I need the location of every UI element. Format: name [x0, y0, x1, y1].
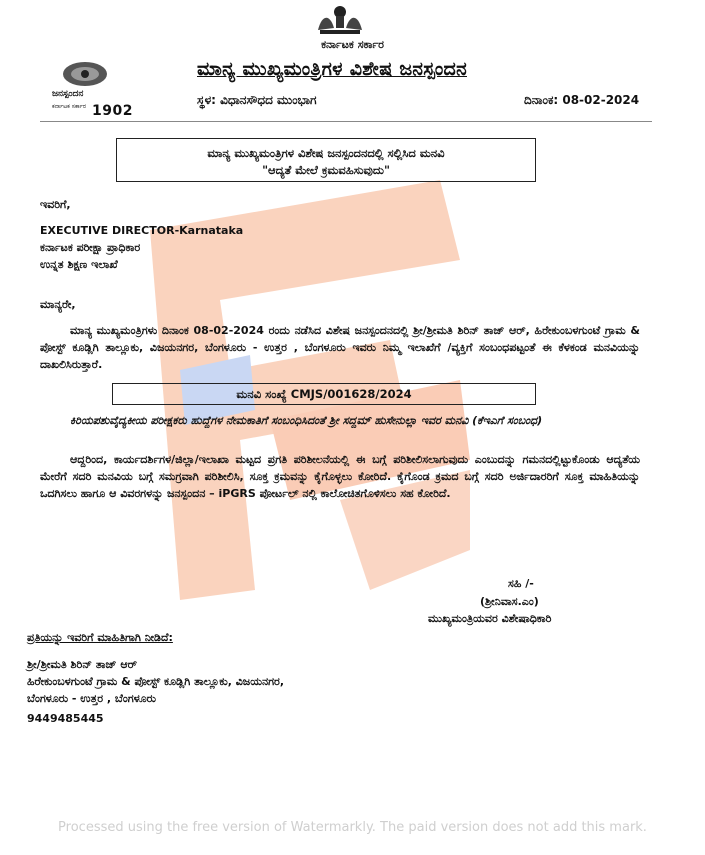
recipient-salutation: ಇವರಿಗೆ, [40, 198, 71, 211]
emblem-icon [312, 2, 368, 38]
paragraph-2: ಆದ್ದರಿಂದ, ಕಾರ್ಯದರ್ಶಿಗಳ/ಜಿಲ್ಲಾ/ಇಲಾಖಾ ಮಟ್ಟದ ಪ್ರಗತಿ ಪರಿಶೀಲನೆಯಲ್ಲಿ ಈ ಬಗ್ಗೆ ಪರಿಶೀಲಿಸಲಾಗುವುದು ಎಂಬುದನ್ನು ಗಮನದಲ್ಲಿಟ್ಟುಕೊಂಡು ಆದ್ಯತೆಯ ಮೇರೆಗೆ ಸದರಿ ಮನವಿಯ ಬಗ್ಗೆ ಸಮಗ್ರವಾಗಿ ಪರಿಶೀಲಿಸಿ, ಸೂಕ್ತ ಕ್ರಮವನ್ನು ಕೈಗೊಳ್ಳಲು ಕೋರಿದೆ. ಕೈಗೊಂಡ ಕ್ರಮದ ಬಗ್ಗೆ ಸದರಿ ಅರ್ಜಿದಾರರಿಗೆ ಸೂಕ್ತ ಮಾಹಿತಿಯನ್ನು ಒದಗಿಸಲು ಹಾಗೂ ಆ ವಿವರಗಳನ್ನು ಜನಸ್ಪಂದನ – iPGRS ಪೋರ್ಟಲ್ ನಲ್ಲಿ ಕಾಲೋಚಿತಗೊಳಿಸಲು ಸಹ ಕೋರಿದೆ. [40, 453, 640, 500]
signature-signed: ಸಹಿ /- [508, 577, 534, 590]
subject-line-2: "ಆದ್ಯತೆ ಮೇಲೆ ಕ್ರಮವಹಿಸುವುದು" [262, 163, 390, 177]
recipient-line-2: ಕರ್ನಾಟಕ ಪರೀಕ್ಷಾ ಪ್ರಾಧಿಕಾರ [40, 241, 141, 254]
recipient-line-3: ಉನ್ನತ ಶಿಕ್ಷಣ ಇಲಾಖೆ [40, 258, 118, 271]
subject-line-1: ಮಾನ್ಯ ಮುಖ್ಯಮಂತ್ರಿಗಳ ವಿಶೇಷ ಜನಸ್ಪಂದನದಲ್ಲಿ ಸಲ್ಲಿಸಿದ ಮನವಿ [207, 146, 445, 160]
place-label: ಸ್ಥಳ: ವಿಧಾನಸೌಧದ ಮುಂಭಾಗ [197, 93, 317, 107]
copy-to-line-2: ಹಿರೇಕುಂಬಳಗುಂಟೆ ಗ್ರಾಮ & ಪೋಸ್ಟ್ ಕೂಡ್ಲಿಗಿ ತಾಲ್ಲೂಕು, ವಿಜಯನಗರ, [27, 675, 285, 688]
subject-box [116, 138, 536, 182]
paragraph-1: ಮಾನ್ಯ ಮುಖ್ಯಮಂತ್ರಿಗಳು ದಿನಾಂಕ 08-02-2024 ರಂದು ನಡೆಸಿದ ವಿಶೇಷ ಜನಸ್ಪಂದನದಲ್ಲಿ ಶ್ರೀ/ಶ್ರೀಮತಿ ಶಿರಿನ್ ತಾಜ್ ಆರ್, ಹಿರೇಕುಂಬಳಗುಂಟೆ ಗ್ರಾಮ & ಪೋಸ್ಟ್ ಕೂಡ್ಲಿಗಿ ತಾಲ್ಲೂಕು, ವಿಜಯನಗರ, ಬೆಂಗಳೂರು - ಉತ್ತರ , ಬೆಂಗಳೂರು ಇವರು ನಿಮ್ಮ ಇಲಾಖೆಗೆ /ವ್ಯಕ್ತಿಗೆ ಸಂಬಂಧಪಟ್ಟಂತೆ ಈ ಕೆಳಕಂಡ ಮನವಿಯನ್ನು ದಾಖಲಿಸಿರುತ್ತಾರೆ. [40, 324, 640, 371]
logo-subtext: ಕರ್ನಾಟಕ ಸರ್ಕಾರ [52, 103, 87, 110]
copy-to-line-1: ಶ್ರೀ/ಶ್ರೀಮತಿ ಶಿರಿನ್ ತಾಜ್ ಆರ್ [27, 658, 137, 671]
logo-year: 1902 [92, 103, 133, 119]
janaspandana-logo-icon [55, 60, 115, 88]
reference-number-box: ಮನವಿ ಸಂಖ್ಯೆ CMJS/001628/2024 [112, 383, 536, 405]
signatory-name: (ಶ್ರೀನಿವಾಸ.ಎಂ) [480, 595, 539, 608]
government-name: ಕರ್ನಾಟಕ ಸರ್ಕಾರ [321, 38, 384, 51]
recipient-line-1: EXECUTIVE DIRECTOR-Karnataka [40, 224, 244, 237]
copy-to-line-3: ಬೆಂಗಳೂರು - ಉತ್ತರ , ಬೆಂಗಳೂರು [27, 692, 157, 705]
date-label: ದಿನಾಂಕ: 08-02-2024 [524, 93, 640, 107]
request-summary: ಕಿರಿಯಪಶುವೈದ್ಯಕೀಯ ಪರೀಕ್ಷಕರು ಹುದ್ದೆಗಳ ನೇಮಕಾತಿಗೆ ಸಂಬಂಧಿಸಿದಂತೆ ಶ್ರೀ ಸದ್ದಮ್ ಹುಸೇನುಲ್ಲಾ ಇವರ ಮನವಿ (ಕೆಇಎಗೆ ಸಂಬಂಧ) [70, 414, 543, 427]
logo-name: ಜನಸ್ಪಂದನ [52, 89, 84, 99]
greeting: ಮಾನ್ಯರೇ, [40, 298, 76, 311]
signatory-designation: ಮುಖ್ಯಮಂತ್ರಿಯವರ ವಿಶೇಷಾಧಿಕಾರಿ [428, 612, 552, 625]
watermark-note: Processed using the free version of Watermarkly. The paid version does not add this mark. [58, 820, 647, 835]
page-title: ಮಾನ್ಯ ಮುಖ್ಯಮಂತ್ರಿಗಳ ವಿಶೇಷ ಜನಸ್ಪಂದನ [197, 58, 467, 80]
header-divider [40, 121, 652, 122]
copy-to-phone: 9449485445 [27, 712, 104, 725]
copy-to-heading: ಪ್ರತಿಯನ್ನು ಇವರಿಗೆ ಮಾಹಿತಿಗಾಗಿ ನೀಡಿದೆ: [27, 631, 173, 644]
